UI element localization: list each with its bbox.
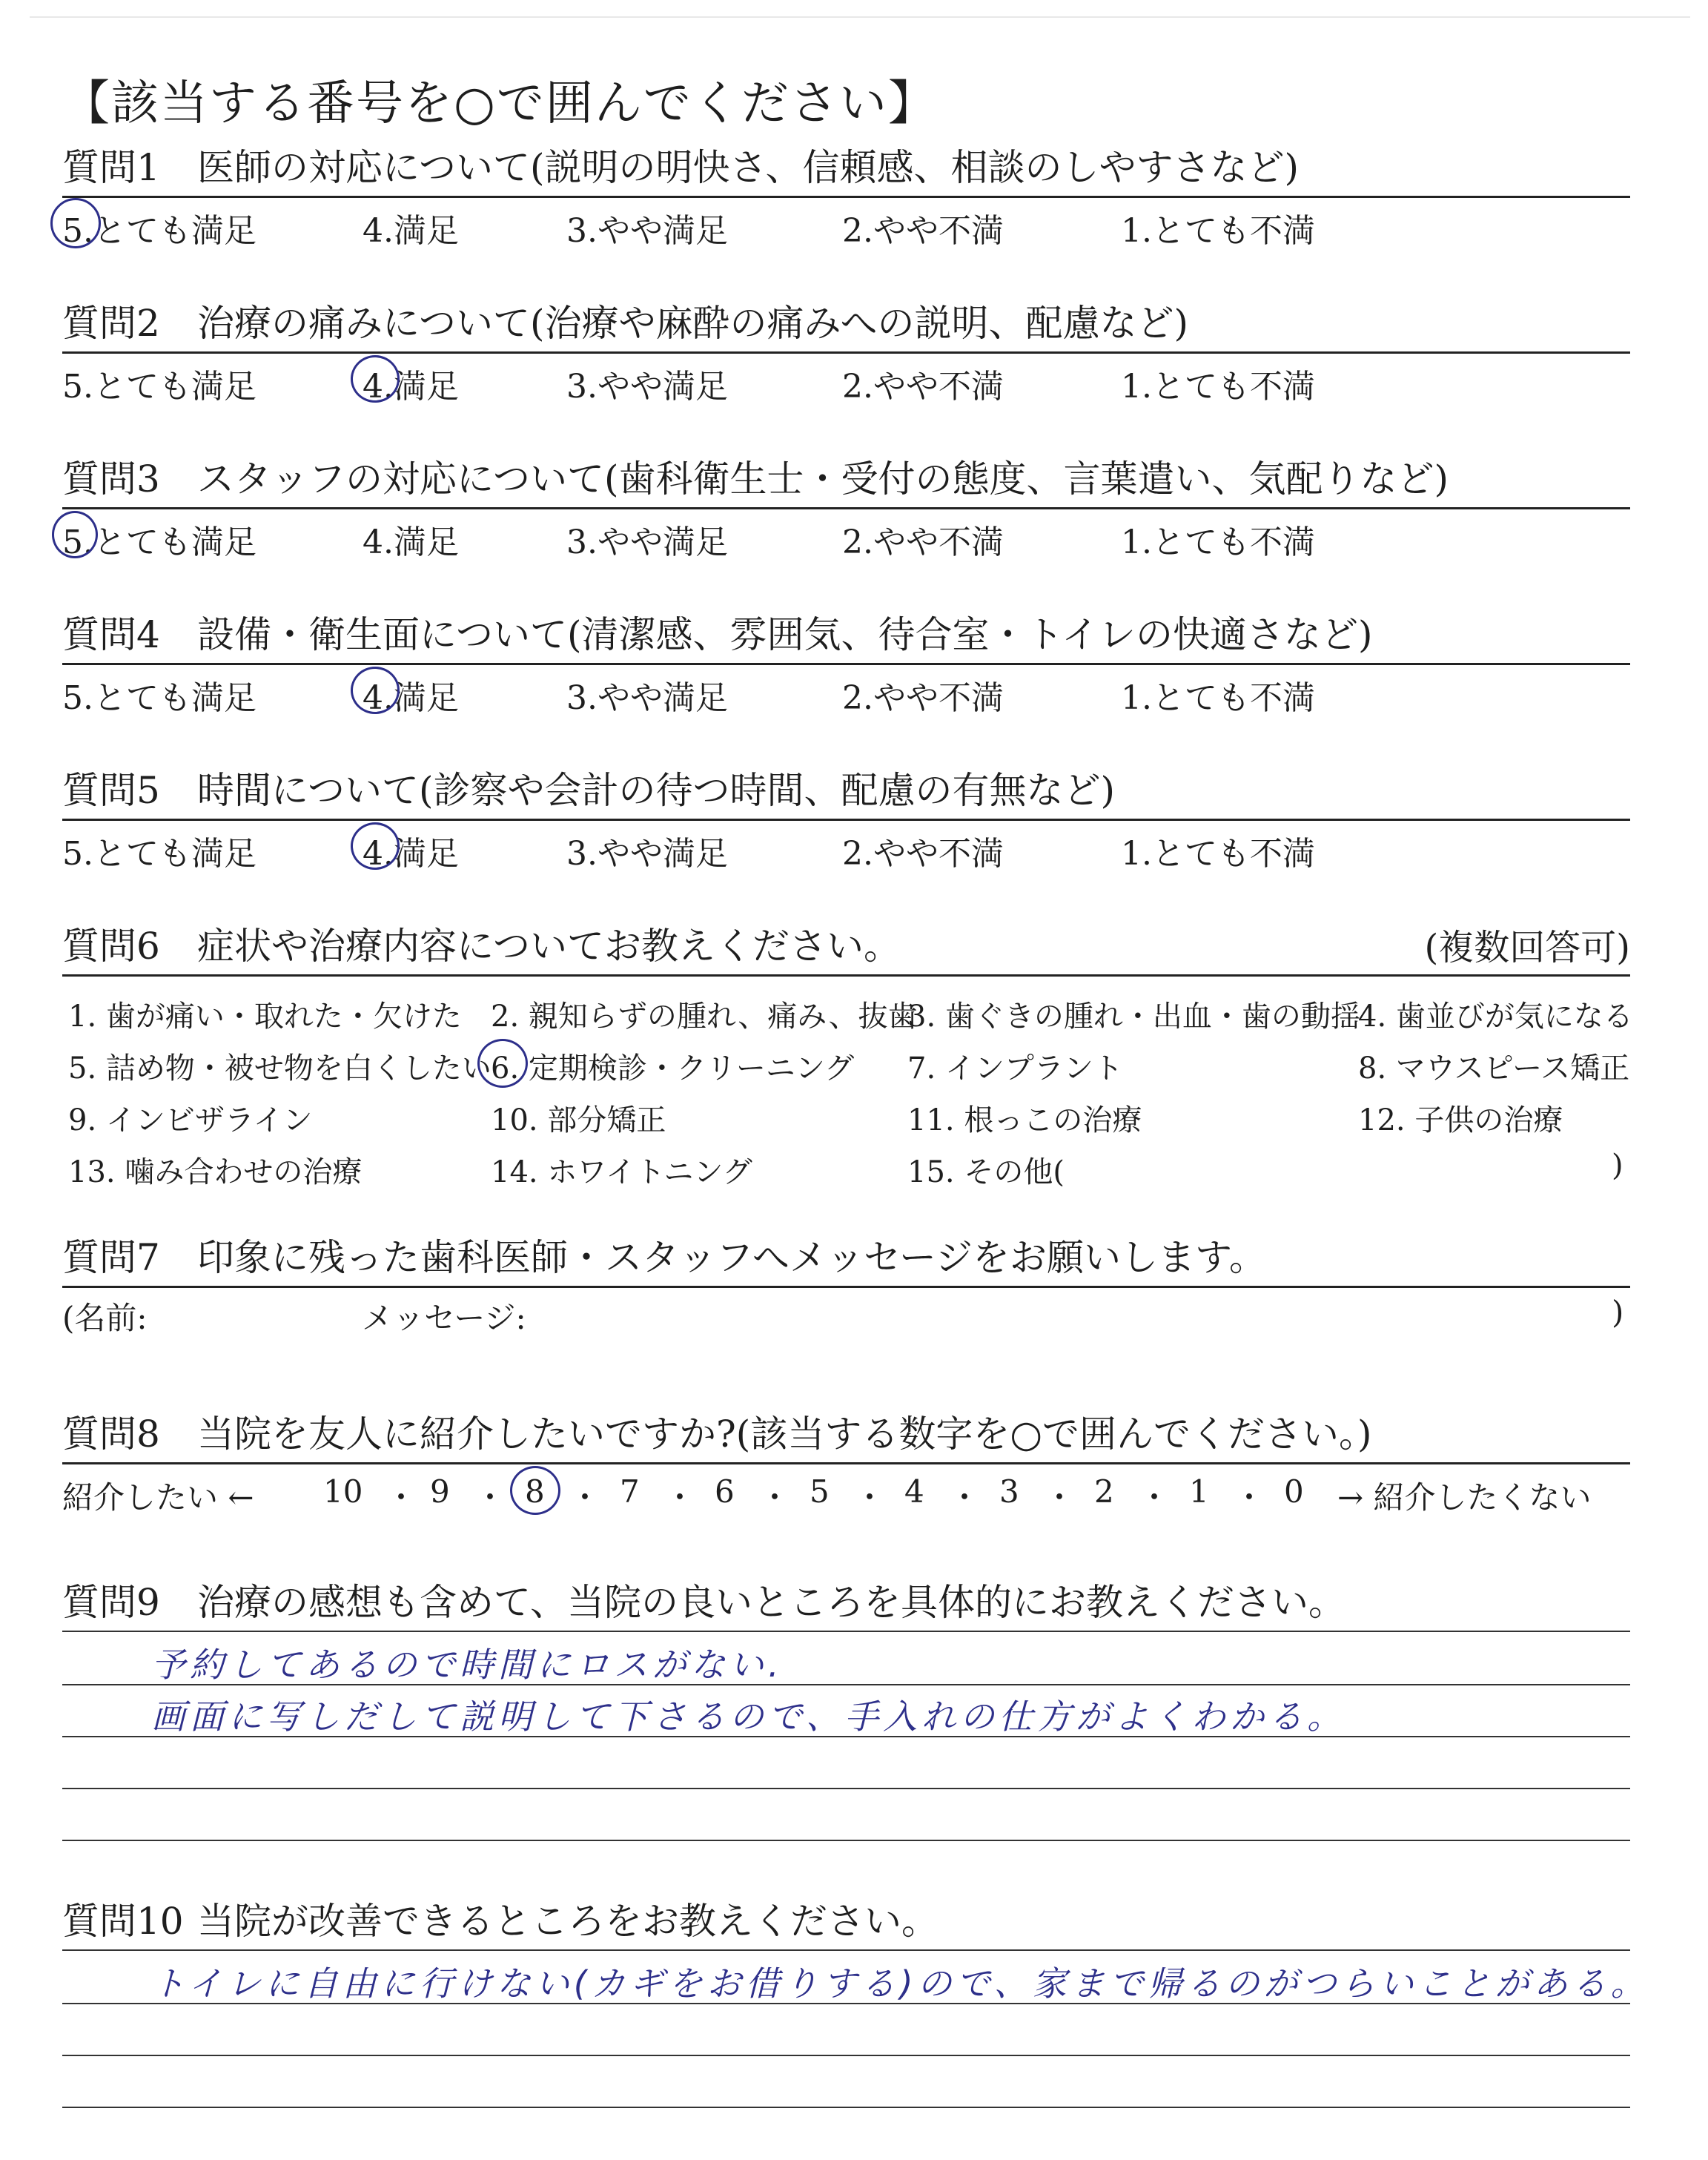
question-text: 当院を友人に紹介したいですか?(該当する数字を○で囲んでください。) <box>197 1413 1372 1456</box>
scale-dot: ・ <box>759 1479 791 1516</box>
question-7 <box>62 1231 1630 1336</box>
question-text: 医師の対応について(説明の明快さ、信頼感、相談のしやすさなど) <box>197 146 1300 189</box>
option-1[interactable]: 1.とても不満 <box>1121 679 1315 717</box>
scale-dot: ・ <box>664 1479 696 1516</box>
option-4[interactable]: 4.満足 <box>363 212 459 250</box>
name-label: (名前: <box>62 1300 148 1336</box>
question-text: 時間について(診察や会計の待つ時間、配慮の有無など) <box>197 769 1116 812</box>
scale-dot: ・ <box>474 1479 506 1516</box>
question-10 <box>62 1895 1649 2147</box>
question-text: 当院が改善できるところをお教えください。 <box>197 1900 939 1943</box>
option-5[interactable]: 5.とても満足 <box>62 835 256 873</box>
treatment-option[interactable]: 6. 定期検診・クリーニング <box>491 1051 855 1086</box>
option-3[interactable]: 3.やや満足 <box>566 524 728 561</box>
rating-options <box>62 198 1630 250</box>
answer-circle-mark <box>477 1039 528 1088</box>
question-number: 質問1 <box>62 146 160 189</box>
treatment-option[interactable]: 3. 歯ぐきの腫れ・出血・歯の動揺 <box>907 1000 1360 1034</box>
option-3[interactable]: 3.やや満足 <box>566 679 728 717</box>
option-4[interactable]: 4.満足 <box>363 368 459 406</box>
question-text: 治療の痛みについて(治療や麻酔の痛みへの説明、配慮など) <box>197 302 1189 345</box>
form-heading: 【該当する番号を○で囲んでください】 <box>62 76 937 131</box>
scale-right-label: → 紹介したくない <box>1337 1479 1592 1516</box>
answer-circle-mark <box>351 355 400 403</box>
option-4[interactable]: 4.満足 <box>363 524 459 561</box>
answer-line <box>62 2055 1630 2056</box>
option-2[interactable]: 2.やや不満 <box>842 368 1004 406</box>
treatment-option[interactable]: 14. ホワイトニング <box>491 1155 752 1189</box>
message-label: メッセージ: <box>362 1300 526 1336</box>
option-3[interactable]: 3.やや満足 <box>566 835 728 873</box>
scale-value[interactable]: 4 <box>904 1473 924 1510</box>
option-5[interactable]: 5.とても満足 <box>62 212 256 250</box>
scale-value[interactable]: 5 <box>810 1473 830 1510</box>
top-edge-line <box>30 16 1690 18</box>
treatment-option[interactable]: 11. 根っこの治療 <box>907 1103 1142 1137</box>
option-3[interactable]: 3.やや満足 <box>566 368 728 406</box>
recommend-scale <box>62 1464 1630 1516</box>
rating-options <box>62 665 1630 717</box>
option-2[interactable]: 2.やや不満 <box>842 679 1004 717</box>
rating-options <box>62 509 1630 561</box>
question-number: 質問7 <box>62 1236 160 1279</box>
answer-circle-mark <box>351 667 400 714</box>
question-2 <box>62 297 1630 406</box>
treatment-option[interactable]: 12. 子供の治療 <box>1358 1103 1563 1137</box>
scale-value[interactable]: 3 <box>999 1473 1019 1510</box>
answer-line <box>62 1788 1630 1789</box>
question-header <box>62 452 1630 509</box>
question-header <box>62 1576 1630 1632</box>
question-number: 質問4 <box>62 613 160 656</box>
rating-options <box>62 821 1630 873</box>
rating-options <box>62 354 1630 406</box>
option-2[interactable]: 2.やや不満 <box>842 835 1004 873</box>
scale-value[interactable]: 2 <box>1094 1473 1114 1510</box>
option-4[interactable]: 4.満足 <box>363 679 459 717</box>
treatment-option[interactable]: 5. 詰め物・被せ物を白くしたい <box>68 1051 491 1086</box>
option-5[interactable]: 5.とても満足 <box>62 524 256 561</box>
question-9 <box>62 1576 1630 1857</box>
option-1[interactable]: 1.とても不満 <box>1121 835 1315 873</box>
question-number: 質問8 <box>62 1413 160 1456</box>
answer-line <box>62 1840 1630 1841</box>
treatment-option[interactable]: 13. 噛み合わせの治療 <box>68 1155 363 1189</box>
message-row <box>62 1288 1630 1336</box>
scale-value[interactable]: 9 <box>430 1473 450 1510</box>
answer-line <box>62 2107 1630 2108</box>
question-header <box>62 919 1630 977</box>
question-header <box>62 141 1630 198</box>
treatment-option[interactable]: 2. 親知らずの腫れ、痛み、抜歯 <box>491 1000 918 1034</box>
option-1[interactable]: 1.とても不満 <box>1121 368 1315 406</box>
question-header <box>62 1407 1630 1464</box>
option-4[interactable]: 4.満足 <box>363 835 459 873</box>
scale-dot: ・ <box>1234 1479 1265 1516</box>
treatment-option[interactable]: 7. インプラント <box>907 1051 1123 1086</box>
question-number: 質問3 <box>62 458 160 501</box>
question-text: 治療の感想も含めて、当院の良いところを具体的にお教えください。 <box>197 1581 1345 1624</box>
question-text: 印象に残った歯科医師・スタッフへメッセージをお願いします。 <box>197 1236 1266 1279</box>
scale-dot: ・ <box>385 1479 417 1516</box>
question-number: 質問10 <box>62 1900 184 1943</box>
question-header <box>62 764 1630 821</box>
answer-circle-mark <box>510 1466 560 1515</box>
scale-dot: ・ <box>1139 1479 1171 1516</box>
scale-dot: ・ <box>949 1479 981 1516</box>
option-2[interactable]: 2.やや不満 <box>842 212 1004 250</box>
question-text: 設備・衛生面について(清潔感、雰囲気、待合室・トイレの快適さなど) <box>197 613 1373 656</box>
answer-circle-mark <box>50 198 101 248</box>
scale-value[interactable]: 7 <box>620 1473 640 1510</box>
scale-dot: ・ <box>1044 1479 1076 1516</box>
question-4 <box>62 608 1630 717</box>
treatment-option[interactable]: 9. インビザライン <box>68 1103 313 1137</box>
answer-circle-mark <box>52 511 98 558</box>
question-number: 質問5 <box>62 769 160 812</box>
question-number: 質問9 <box>62 1581 160 1624</box>
question-text: 症状や治療内容についてお教えください。 <box>197 925 901 968</box>
scale-value[interactable]: 0 <box>1284 1473 1304 1510</box>
scale-dot: ・ <box>854 1479 886 1516</box>
handwritten-answer: トイレに自由に行けない(カギをお借りする)ので、家まで帰るのがつらいことがある。 <box>151 1964 1649 2004</box>
question-1 <box>62 141 1630 250</box>
question-number: 質問6 <box>62 925 160 968</box>
scale-left-label: 紹介したい ← <box>62 1479 254 1516</box>
question-6 <box>62 919 1633 1189</box>
question-number: 質問2 <box>62 302 160 345</box>
treatment-options <box>62 977 1633 1189</box>
scale-value[interactable]: 6 <box>715 1473 735 1510</box>
treatment-option-other[interactable]: 15. その他( <box>907 1155 1065 1189</box>
handwritten-answer: 予約してあるので時間にロスがない. <box>151 1645 784 1685</box>
question-5 <box>62 764 1630 873</box>
scale-dot: ・ <box>569 1479 601 1516</box>
treatment-option[interactable]: 10. 部分矯正 <box>491 1103 666 1137</box>
question-header <box>62 1895 1630 1951</box>
message-close-paren: ) <box>1612 1294 1624 1330</box>
question-header <box>62 1231 1630 1288</box>
answer-circle-mark <box>351 822 400 870</box>
question-header <box>62 297 1630 354</box>
scale-value[interactable]: 1 <box>1189 1473 1209 1510</box>
handwritten-answer: 画面に写しだして説明して下さるので、手入れの仕方がよくわかる。 <box>151 1697 1346 1737</box>
option-5[interactable]: 5.とても満足 <box>62 679 256 717</box>
multiple-answer-note: (複数回答可) <box>1424 927 1630 968</box>
option-5[interactable]: 5.とても満足 <box>62 368 256 406</box>
other-close-paren: ) <box>1612 1149 1623 1183</box>
option-3[interactable]: 3.やや満足 <box>566 212 728 250</box>
question-text: スタッフの対応について(歯科衛生士・受付の態度、言葉遣い、気配りなど) <box>197 458 1449 501</box>
scale-value[interactable]: 10 <box>323 1473 363 1510</box>
treatment-option[interactable]: 4. 歯並びが気になる <box>1358 1000 1633 1034</box>
treatment-option[interactable]: 8. マウスピース矯正 <box>1358 1051 1630 1086</box>
scale-value[interactable]: 8 <box>525 1473 545 1510</box>
option-1[interactable]: 1.とても不満 <box>1121 524 1315 561</box>
question-3 <box>62 452 1630 561</box>
option-1[interactable]: 1.とても不満 <box>1121 212 1315 250</box>
question-header <box>62 608 1630 665</box>
option-2[interactable]: 2.やや不満 <box>842 524 1004 561</box>
question-8 <box>62 1407 1630 1516</box>
treatment-option[interactable]: 1. 歯が痛い・取れた・欠けた <box>68 1000 462 1034</box>
